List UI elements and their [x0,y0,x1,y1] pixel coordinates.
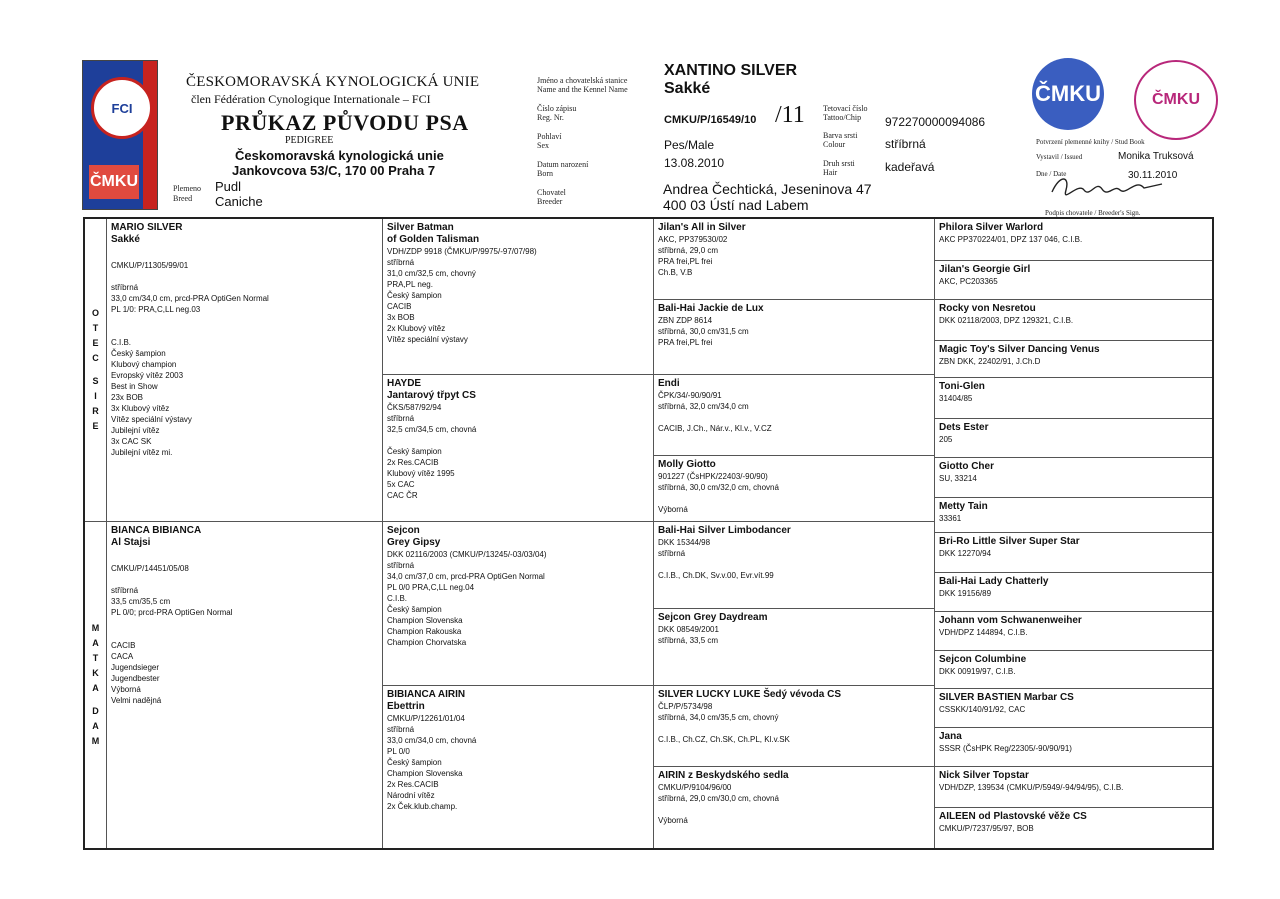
gen3-details: DKK 15344/98 stříbrná C.I.B., Ch.DK, Sv.v.00, Evr.vít.99 [658,538,774,580]
issued-label: Vystavil / Issued [1036,153,1083,161]
name-label: Jméno a chovatelská stanice [537,76,628,85]
logo-red-band [143,61,157,209]
gen4-name: Philora Silver Warlord [939,222,1044,233]
gen4-cell [935,341,1212,378]
sex-label: Pohlaví [537,132,562,141]
dam-side-letter: D [92,706,99,716]
gen4-cell [935,573,1212,612]
sire-sire-cell [383,219,654,375]
sire-side-letter: C [92,353,99,363]
sex-value: Pes/Male [664,138,715,152]
breeder-sign-label: Podpis chovatele / Breeder's Sign. [1045,209,1141,217]
cmku-stamp-blue: ČMKU [1032,58,1104,130]
gen4-details: DKK 02118/2003, DPZ 129321, C.I.B. [939,316,1074,325]
gen4-cell [935,612,1212,651]
stud-book-label: Potvrzení plemenné knihy / Stud Book [1036,138,1145,146]
dog-kennel: Sakké [664,80,711,97]
dam-name: BIANCA BIBIANCA Al Stajsi [111,525,202,548]
gen4-details: SU, 33214 [939,474,977,483]
colour-label-en: Colour [823,140,846,149]
gen4-name: Bri-Ro Little Silver Super Star [939,536,1080,547]
gen3-name: SILVER LUCKY LUKE Šedý vévoda CS [658,689,842,700]
organization-name: ČESKOMORAVSKÁ KYNOLOGICKÁ UNIE [186,74,480,90]
gen4-details: DKK 00919/97, C.I.B. [939,667,1016,676]
gen4-details: 31404/85 [939,394,973,403]
colour-label: Barva srsti [823,131,858,140]
gen4-name: Sejcon Columbine [939,654,1027,665]
gen4-cell [935,458,1212,498]
dam-side-letter: A [92,638,99,648]
gen3-details: DKK 08549/2001 stříbrná, 33,5 cm [658,625,719,645]
dam-side-letter: M [91,623,100,633]
gen4-details: DKK 19156/89 [939,589,992,598]
gen4-name: Rocky von Nesretou [939,303,1036,314]
sire-sire-details: VDH/ZDP 9918 (ČMKU/P/9975/-97/07/98) stříbrná 31,0 cm/32,5 cm, chovný PRA,PL neg. Český šampion CACIB 3x BOB 2x Klubový vítěz Vítěz speciální výstavy [387,247,537,344]
colour-value: stříbrná [885,137,926,151]
breed-label: Plemeno [173,184,201,193]
gen4-details: CSSKK/140/91/92, CAC [939,705,1026,714]
gen3-name: Molly Giotto [658,459,716,470]
sire-side-letter: R [92,406,99,416]
stud-book-stamp: ČMKU [1134,60,1218,140]
gen3-name: Jilan's All in Silver [658,222,746,233]
breeder-line-1: Andrea Čechtická, Jeseninova 47 [663,181,872,197]
gen4-name: Dets Ester [939,422,989,433]
registration-suffix: /11 [775,102,805,128]
gen3-cell [654,456,935,522]
address-line-1: Českomoravská kynologická unie [235,148,444,163]
fci-emblem: FCI [91,77,153,139]
gen4-cell [935,300,1212,341]
registration-number: CMKU/P/16549/10 [664,114,757,126]
gen4-cell [935,767,1212,808]
dog-name: XANTINO SILVER [664,62,798,79]
gen4-cell [935,219,1212,261]
dam-side-letter: K [92,668,99,678]
sire-side-letter: E [92,338,99,348]
chip-label: Tetovací číslo [823,104,868,113]
fci-membership: člen Fédération Cynologique Internationale – FCI [191,92,431,106]
gen3-cell [654,767,935,848]
address-line-2: Jankovcova 53/C, 170 00 Praha 7 [232,163,436,178]
gen4-name: Johann vom Schwanenweiher [939,615,1082,626]
gen4-cell [935,498,1212,533]
dam-side-label [85,522,107,848]
sire-dam-name: HAYDE Jantarový třpyt CS [387,378,476,401]
sire-cell [107,219,383,522]
dam-sire-cell [383,522,654,686]
sire-dam-cell [383,375,654,522]
gen4-name: Jilan's Georgie Girl [939,264,1031,275]
sire-dam-details: ČKS/587/92/94 stříbrná 32,5 cm/34,5 cm, chovná Český šampion 2x Res.CACIB Klubový vítěz 1995 5x CAC CAC ČR [387,403,477,500]
document-title: PRŮKAZ PŮVODU PSA [221,110,469,135]
breeder-label: Chovatel [537,188,566,197]
gen4-name: Bali-Hai Lady Chatterly [939,576,1049,587]
sire-side-letter: E [92,421,99,431]
issue-date: 30.11.2010 [1128,170,1178,181]
gen4-name: SILVER BASTIEN Marbar CS [939,692,1074,703]
born-label: Datum narození [537,160,589,169]
cmku-emblem: ČMKU [89,165,139,199]
gen3-name: Bali-Hai Jackie de Lux [658,303,764,314]
sire-sire-name: Silver Batman of Golden Talisman [387,222,480,245]
gen4-details: DKK 12270/94 [939,549,992,558]
born-value: 13.08.2010 [664,156,725,170]
hair-value: kadeřavá [885,160,935,174]
gen4-name: Toni-Glen [939,381,985,392]
gen3-cell [654,609,935,686]
document-subtitle: PEDIGREE [285,135,334,146]
dam-side-letter: T [92,653,99,663]
chip-label-en: Tattoo/Chip [823,113,862,122]
dam-dam-name: BIBIANCA AIRIN Ebettrin [387,689,466,712]
sire-side-letter: T [92,323,99,333]
hair-label-en: Hair [823,168,838,177]
gen4-name: Magic Toy's Silver Dancing Venus [939,344,1100,355]
breeder-line-2: 400 03 Ústí nad Labem [663,197,809,213]
dam-sire-name: Sejcon Grey Gipsy [387,525,441,548]
breed-label-en: Breed [173,194,193,203]
gen4-details: SSSR (ČsHPK Reg/22305/-90/90/91) [939,744,1072,753]
sire-side-letter: I [94,391,97,401]
breeder-label-en: Breeder [537,197,563,206]
gen4-cell [935,651,1212,689]
gen4-name: Jana [939,731,962,742]
dam-details: CMKU/P/14451/05/08 stříbrná 33,5 cm/35,5 cm PL 0/0; prcd-PRA OptiGen Normal CACIB CACA Jugendsieger Jugendbester Výborná Velmi nadějná [111,564,233,705]
dam-side-letter: A [92,721,99,731]
gen3-name: Sejcon Grey Daydream [658,612,768,623]
sire-side-letter: O [91,308,99,318]
hair-label: Druh srsti [823,159,855,168]
reg-label: Číslo zápisu [537,104,577,113]
dam-dam-details: CMKU/P/12261/01/04 stříbrná 33,0 cm/34,0 cm, chovná PL 0/0 Český šampion Champion Slovenska 2x Res.CACIB Národní vítěz 2x Ček.klub.champ. [387,714,477,811]
gen3-cell [654,375,935,456]
gen4-details: VDH/DPZ 144894, C.I.B. [939,628,1028,637]
gen4-cell [935,689,1212,728]
breeder-signature [1048,170,1168,200]
reg-label-en: Reg. Nr. [537,113,564,122]
date-label: Dne / Date [1036,170,1067,178]
gen4-cell [935,808,1212,848]
gen3-details: ČLP/P/5734/98 stříbrná, 34,0 cm/35,5 cm, chovný C.I.B., Ch.CZ, Ch.SK, Ch.PL, Kl.v.SK [658,702,790,744]
gen3-cell [654,219,935,300]
dam-cell [107,522,383,848]
gen4-details: AKC PP370224/01, DPZ 137 046, C.I.B. [939,235,1083,244]
gen3-cell [654,300,935,375]
gen4-cell [935,261,1212,300]
sire-details: CMKU/P/11305/99/01 stříbrná 33,0 cm/34,0 cm, prcd-PRA OptiGen Normal PL 1/0: PRA,C,LL neg.03 C.I.B. Český šampion Klubový champion Evropský vítěz 2003 Best in Show 23x BOB 3x Klubový vítěz Vítěz speciální výstavy Jubilejní vítěz 3x CAC SK Jubilejní vítěz mi. [111,261,269,457]
sire-side-letter: S [92,376,99,386]
gen3-details: CMKU/P/9104/96/00 stříbrná, 29,0 cm/30,0 cm, chovná Výborná [658,783,779,825]
issued-by: Monika Truksová [1118,151,1194,162]
gen4-details: CMKU/P/7237/95/97, BOB [939,824,1034,833]
breed-cz: Pudl [215,179,242,194]
born-label-en: Born [537,169,553,178]
gen4-details: 205 [939,435,953,444]
gen4-details: ZBN DKK, 22402/91, J.Ch.D [939,357,1041,366]
gen3-cell [654,686,935,767]
fci-cmku-logo [82,60,158,210]
gen3-details: AKC, PP379530/02 stříbrná, 29,0 cm PRA frei,PL frei Ch.B, V.B [658,235,728,277]
dam-dam-cell [383,686,654,848]
sex-label-en: Sex [537,141,549,150]
dam-sire-details: DKK 02116/2003 (CMKU/P/13245/-03/03/04) stříbrná 34,0 cm/37,0 cm, prcd-PRA OptiGen Normal PL 0/0 PRA,C,LL neg.04 C.I.B. Český šampion Champion Slovenska Champion Rakouska Champion Chorvatska [387,550,547,647]
sire-name: MARIO SILVER Sakké [111,222,183,245]
gen4-details: AKC, PC203365 [939,277,998,286]
gen3-name: AIRIN z Beskydského sedla [658,770,789,781]
gen4-details: VDH/DZP, 139534 (CMKU/P/5949/-94/94/95), C.I.B. [939,783,1124,792]
gen3-name: Bali-Hai Silver Limbodancer [658,525,791,536]
breed-fr: Caniche [215,194,263,209]
gen4-cell [935,419,1212,458]
gen3-details: ČPK/34/-90/90/91 stříbrná, 32,0 cm/34,0 cm CACIB, J.Ch., Nár.v., Kl.v., V.CZ [658,391,772,433]
gen4-cell [935,533,1212,573]
gen4-details: 33361 [939,514,962,523]
gen3-name: Endi [658,378,680,389]
gen4-name: AILEEN od Plastovské věže CS [939,811,1087,822]
gen4-name: Metty Tain [939,501,988,512]
dam-side-letter: A [92,683,99,693]
gen4-name: Giotto Cher [939,461,994,472]
gen3-cell [654,522,935,609]
sire-side-label [85,219,107,522]
chip-value: 972270000094086 [885,115,986,129]
gen3-details: 901227 (ČsHPK/22403/-90/90) stříbrná, 30,0 cm/32,0 cm, chovná Výborná [658,472,779,514]
name-label-en: Name and the Kennel Name [537,85,628,94]
dam-side-letter: M [91,736,100,746]
gen3-details: ZBN ZDP 8614 stříbrná, 30,0 cm/31,5 cm PRA frei,PL frei [658,316,749,347]
gen4-cell [935,728,1212,767]
gen4-name: Nick Silver Topstar [939,770,1029,781]
gen4-cell [935,378,1212,419]
pedigree-table [83,217,1214,850]
